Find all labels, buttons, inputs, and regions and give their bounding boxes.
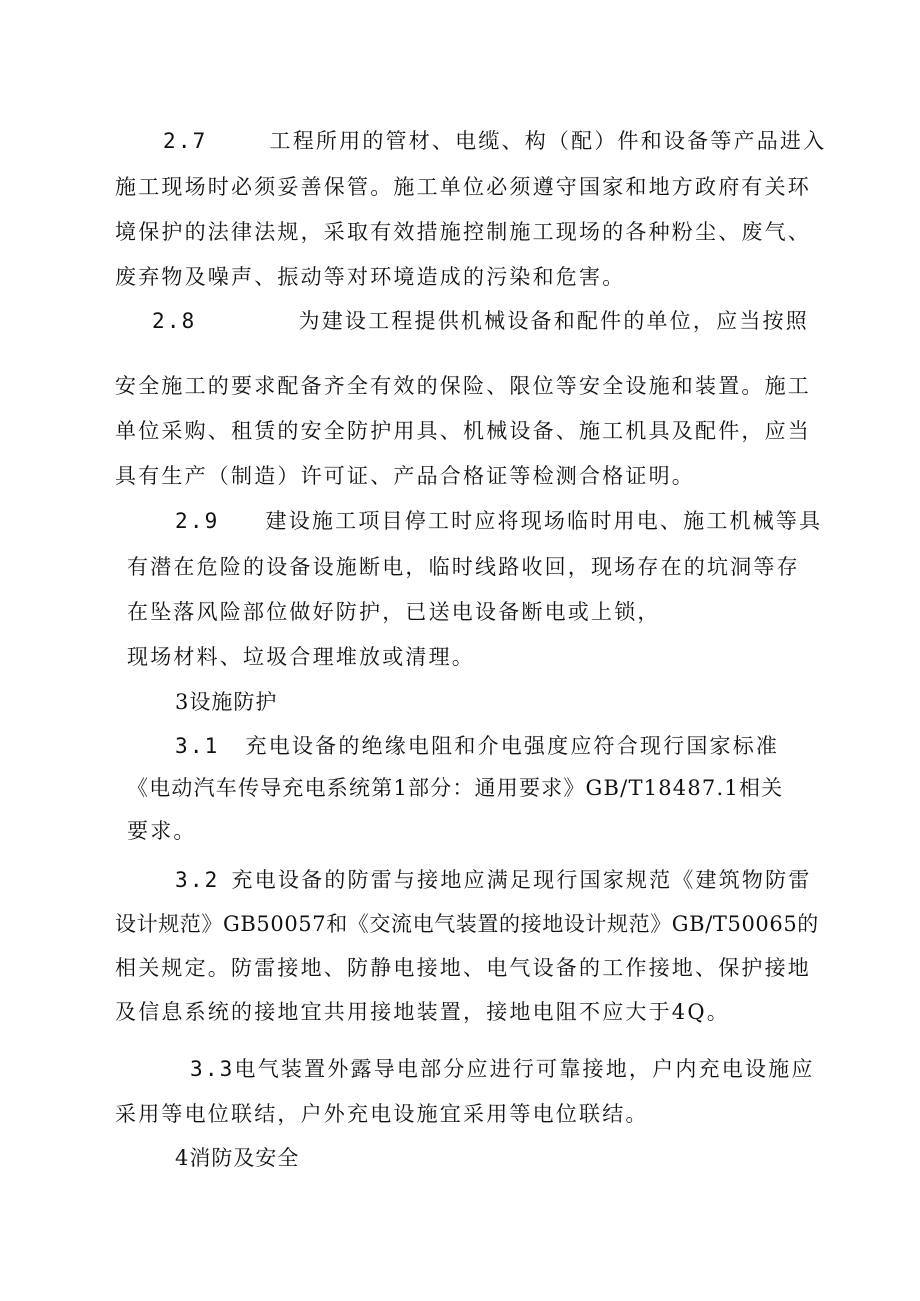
section-2-7-line-1 [163,126,826,156]
section-number: 2.8 [152,309,197,333]
section-2-9-line-2: 有潜在危险的设备设施断电，临时线路收回，现场存在的坑洞等存 [127,555,800,579]
section-3-3-line-1 [190,1054,815,1084]
section-3-2-line-4: 及信息系统的接地宜共用接地装置，接地电阻不应大于4Q。 [115,1000,730,1024]
section-3-2-line-3: 相关规定。防雷接地、防静电接地、电气设备的工作接地、保护接地 [115,956,811,980]
section-2-9-line-3: 在坠落风险部位做好防护，已送电设备断电或上锁， [127,600,661,624]
section-heading-4: 4消防及安全 [175,1146,300,1170]
section-2-9-line-4: 现场材料、垃圾合理堆放或清理。 [127,645,475,669]
section-2-9-line-1 [175,506,822,536]
section-2-8-line-3: 单位采购、租赁的安全防护用具、机械设备、施工机具及配件，应当 [115,419,811,443]
paragraph-text: 电气装置外露导电部分应进行可靠接地，户内充电设施应 [234,1057,815,1081]
paragraph-text: 充电设备的绝缘电阻和介电强度应符合现行国家标准 [245,734,780,758]
section-2-8-line-1 [152,306,809,336]
paragraph-text: 建设施工项目停工时应将现场临时用电、施工机械等具 [265,509,823,533]
section-number: 3.2 [175,868,220,892]
section-3-1-line-1 [175,731,779,761]
section-2-7-line-4: 废弃物及噪声、振动等对环境造成的污染和危害。 [115,265,626,289]
section-3-2-line-1 [175,865,812,895]
paragraph-text: 工程所用的管材、电缆、构（配）件和设备等产品进入 [269,129,827,153]
section-number: 2.7 [163,129,208,153]
section-2-7-line-3: 境保护的法律法规，采取有效措施控制施工现场的各种粉尘、废气、 [115,220,811,244]
section-2-7-line-2: 施工现场时必须妥善保管。施工单位必须遵守国家和地方政府有关环 [115,175,811,199]
section-heading-3: 3设施防护 [175,690,278,714]
section-2-8-line-2: 安全施工的要求配备齐全有效的保险、限位等安全设施和装置。施工 [115,374,811,398]
section-number: 3.1 [175,734,220,758]
section-number: 2.9 [175,509,220,533]
section-3-2-line-2: 设计规范》GB50057和《交流电气装置的接地设计规范》GB/T50065的 [115,912,819,936]
section-3-3-line-2: 采用等电位联结，户外充电设施宜采用等电位联结。 [115,1102,649,1126]
paragraph-text: 充电设备的防雷与接地应满足现行国家规范《建筑物防雷 [231,868,812,892]
paragraph-text: 为建设工程提供机械设备和配件的单位，应当按照 [298,309,809,333]
section-2-8-line-4: 具有生产（制造）许可证、产品合格证等检测合格证明。 [115,464,695,488]
section-number: 3.3 [190,1057,235,1081]
section-3-1-line-3: 要求。 [127,819,197,843]
section-3-1-line-2: 《电动汽车传导充电系统第1部分：通用要求》GB/T18487.1相关 [127,776,784,800]
